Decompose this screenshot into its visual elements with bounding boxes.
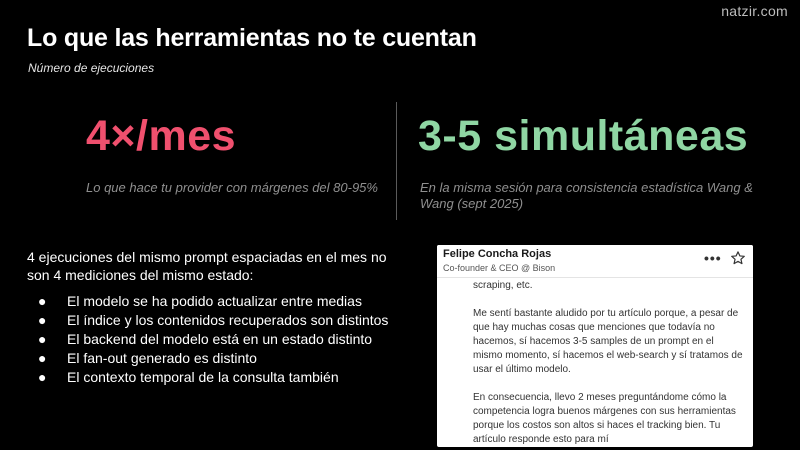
post-body — [473, 279, 743, 447]
author-name[interactable]: Felipe Concha Rojas — [443, 248, 552, 260]
bullet-item — [27, 311, 417, 329]
post-header — [437, 245, 753, 278]
post-paragraph: Me sentí bastante aludido por tu artículo porque, a pesar de que hay muchas cosas que menciones que todavía no hacemos, sí hacemos 3-5 samples de un prompt en el mismo momento, sí hacemos el web-search y sí tratamos de usar el último modelo. — [473, 308, 743, 375]
slide-subtitle: Número de ejecuciones — [28, 61, 155, 75]
brand-watermark: natzir.com — [721, 3, 788, 19]
slide-title: Lo que las herramientas no te cuentan — [27, 24, 477, 52]
bullet-item — [27, 330, 417, 348]
stat-divider — [396, 102, 397, 220]
bullet-text: El modelo se ha podido actualizar entre medias — [67, 293, 362, 309]
bullet-text: El índice y los contenidos recuperados son distintos — [67, 312, 389, 328]
stat-description-simultaneous: En la misma sesión para consistencia estadística Wang & Wang (sept 2025) — [420, 180, 753, 211]
stat-value-monthly: 4×/mes — [86, 112, 237, 160]
post-paragraph: scraping, etc. — [473, 280, 533, 291]
bullet-item — [27, 368, 417, 386]
linkedin-post-card — [437, 245, 753, 447]
bullet-item — [27, 292, 417, 310]
bullet-dot-icon: ● — [38, 293, 47, 309]
bullet-item — [27, 349, 417, 367]
stat-value-simultaneous: 3-5 simultáneas — [418, 112, 749, 160]
star-outline-icon[interactable] — [730, 250, 746, 266]
bullet-text: El contexto temporal de la consulta también — [67, 369, 339, 385]
bullet-text: El fan-out generado es distinto — [67, 350, 257, 366]
bullet-dot-icon: ● — [38, 350, 47, 366]
post-paragraph: En consecuencia, llevo 2 meses preguntándome cómo la competencia logra buenos márgenes con sus herramientas porque los costos son altos si haces el tracking bien. Tu artículo responde esto para mí — [473, 392, 736, 445]
bullet-dot-icon: ● — [38, 331, 47, 347]
bullet-text: El backend del modelo está en un estado distinto — [67, 331, 373, 347]
lead-text: 4 ejecuciones del mismo prompt espaciadas en el mes no son 4 mediciones del mismo estado: — [27, 249, 387, 283]
bullet-list — [27, 292, 417, 387]
more-dots-icon[interactable]: ••• — [704, 250, 722, 266]
author-role: Co-founder & CEO @ Bison — [443, 263, 556, 273]
stat-description-monthly: Lo que hace tu provider con márgenes del 80-95% — [86, 180, 378, 195]
bullet-dot-icon: ● — [38, 312, 47, 328]
bullet-dot-icon: ● — [38, 369, 47, 385]
